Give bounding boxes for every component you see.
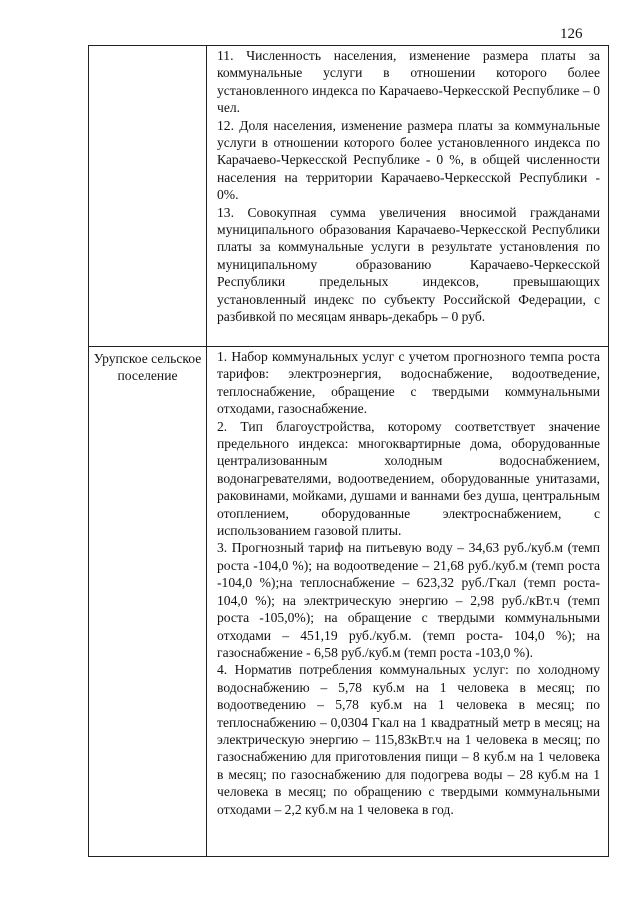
page-number: 126 [560, 26, 583, 42]
table-cell-indicators [207, 46, 609, 347]
indicator-item: 11. Численность населения, изменение размера платы за коммунальные услуги в отношении которого более установленного индекса по Карачаево-Черкесской Республике – 0 чел. [217, 48, 600, 116]
indicator-item: 3. Прогнозный тариф на питьевую воду – 34,63 руб./куб.м (темп роста -104,0 %); на водоотведение – 21,68 руб./куб.м (темп роста -104,0 %);на теплоснабжение – 623,32 руб./Гкал (темп роста- 104,0 %); на электрическую энергию – 2,98 руб./кВт.ч (темп роста -105,0%); на обращение с твердыми коммунальными отходами – 451,19 руб./куб.м. (темп роста- 104,0 %); на газоснабжение - 6,58 руб./куб.м (темп роста -103,0 %). [217, 540, 600, 660]
municipality-name [89, 46, 206, 49]
indicator-item: 1. Набор коммунальных услуг с учетом прогнозного темпа роста тарифов: электроэнергия, водоснабжение, водоотведение, теплоснабжение, обращение с твердыми коммунальными отходами, газоснабжение. [217, 349, 600, 417]
municipality-name: Урупское сельское поселение [93, 351, 202, 383]
indicator-item: 4. Норматив потребления коммунальных услуг: по холодному водоснабжению – 5,78 куб.м на 1 человека в месяц; по водоотведению – 5,78 куб.м на 1 человека в месяц; по теплоснабжению – 0,0304 Гкал на 1 квадратный метр в месяц; на электрическую энергию – 115,83кВт.ч на 1 человека в месяц; по газоснабжению для приготовления пищи – 8 куб.м на 1 человека в месяц; по газоснабжению для подогрева воды – 28 куб.м на 1 человека в месяц; по обращению с твердыми коммунальными отходами – 2,2 куб.м на 1 человека в год. [217, 662, 600, 817]
table-cell-municipality [89, 347, 207, 857]
indicator-item: 13. Совокупная сумма увеличения вносимой гражданами муниципального образования Карачаево-Черкесской Республики платы за коммунальные услуги в результате установления по муниципальному образованию Карачаево-Черкесской Республики предельных индексов, превышающих установленный индекс по субъекту Российской Федерации, с разбивкой по месяцам январь-декабрь – 0 руб. [217, 204, 600, 325]
table-row [89, 46, 609, 347]
indicator-item: 12. Доля населения, изменение размера платы за коммунальные услуги в отношении которого более установленного индекса по Карачаево-Черкесской Республике - 0 %, в общей численности населения на территории Карачаево-Черкесской Республики - 0%. [217, 117, 600, 203]
tariff-table [88, 45, 609, 857]
indicator-item: 2. Тип благоустройства, которому соответствует значение предельного индекса: многоквартирные дома, оборудованные централизованным холодным водоснабжением, водонагревателями, водоотведением, оборудованные унитазами, раковинами, мойками, душами и ваннами без душа, центральным отоплением, оборудованные электроснабжением, с использованием газовой плиты. [217, 418, 600, 539]
table-row [89, 347, 609, 857]
table-cell-municipality [89, 46, 207, 347]
table-cell-indicators [207, 347, 609, 857]
